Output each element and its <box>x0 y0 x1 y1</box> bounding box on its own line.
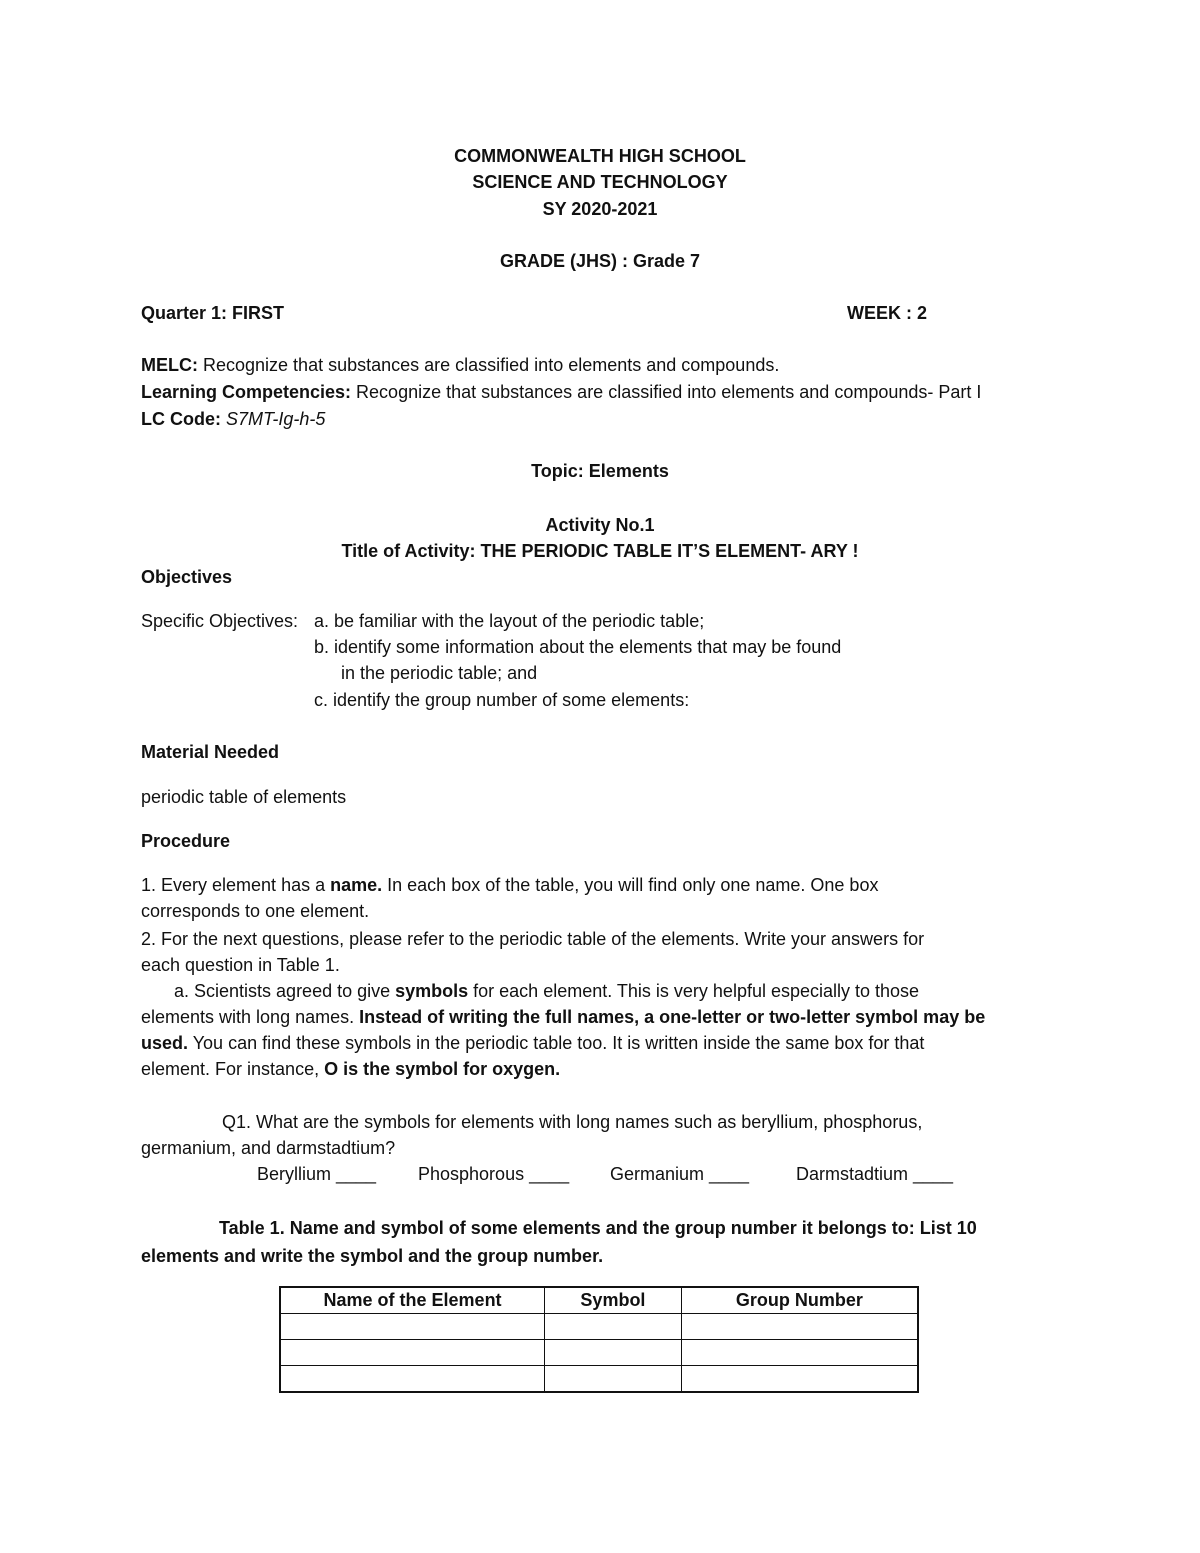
procedure-heading: Procedure <box>141 831 231 851</box>
objective-b-cont: in the periodic table; and <box>341 663 538 683</box>
lc-code-line <box>141 408 325 430</box>
specific-objectives-label: Specific Objectives: <box>141 611 299 631</box>
melc-text: Recognize that substances are classified into elements and compounds. <box>198 355 780 375</box>
header-symbol: Symbol <box>545 1287 682 1314</box>
question-1: Q1. What are the symbols for elements with long names such as beryllium, phosphorus, <box>222 1112 923 1132</box>
cell-symbol[interactable] <box>545 1340 682 1366</box>
procedure-step-2-cont: each question in Table 1. <box>141 955 340 975</box>
table-caption-cont: elements and write the symbol and the group number. <box>141 1246 604 1266</box>
cell-symbol[interactable] <box>545 1314 682 1340</box>
step-a2-bold: Instead of writing the full names, a one-letter or two-letter symbol may be <box>359 1007 986 1027</box>
subject-name: SCIENCE AND TECHNOLOGY <box>472 172 728 192</box>
step-a-text: a. Scientists agreed to give <box>174 981 396 1001</box>
header-group-number: Group Number <box>681 1287 918 1314</box>
cell-element-name[interactable] <box>280 1314 545 1340</box>
cell-symbol[interactable] <box>545 1366 682 1393</box>
procedure-step-a-3 <box>141 1032 924 1054</box>
step1-text-2: In each box of the table, you will find only one name. One box <box>382 875 879 895</box>
cell-group-number[interactable] <box>681 1366 918 1393</box>
objective-b: b. identify some information about the elements that may be found <box>314 637 842 657</box>
step-a-text-2: for each element. This is very helpful especially to those <box>468 981 920 1001</box>
table-caption: Table 1. Name and symbol of some elements and the group number it belongs to: List 10 <box>219 1218 977 1238</box>
activity-number: Activity No.1 <box>545 515 655 535</box>
step-a4-text: element. For instance, <box>141 1059 325 1079</box>
cell-element-name[interactable] <box>280 1340 545 1366</box>
cell-group-number[interactable] <box>681 1314 918 1340</box>
blank-phosphorous[interactable]: Phosphorous ____ <box>418 1164 570 1184</box>
week-label: WEEK : 2 <box>847 303 928 323</box>
question-1-cont: germanium, and darmstadtium? <box>141 1138 396 1158</box>
objective-c: c. identify the group number of some elements: <box>314 690 690 710</box>
step-a3-bold: used. <box>141 1033 189 1053</box>
step1-text: 1. Every element has a <box>141 875 331 895</box>
materials-heading: Material Needed <box>141 742 280 762</box>
step1-bold: name. <box>330 875 383 895</box>
blank-darmstadtium[interactable]: Darmstadtium ____ <box>796 1164 954 1184</box>
topic: Topic: Elements <box>531 461 669 481</box>
procedure-step-a-1 <box>174 980 919 1002</box>
quarter-label: Quarter 1: FIRST <box>141 303 285 323</box>
procedure-step-1-cont: corresponds to one element. <box>141 901 370 921</box>
table-row <box>280 1314 918 1340</box>
procedure-step-2: 2. For the next questions, please refer to the periodic table of the elements. Write your answers for <box>141 929 925 949</box>
procedure-step-1 <box>141 874 878 896</box>
elements-table <box>279 1286 919 1393</box>
objective-a: a. be familiar with the layout of the periodic table; <box>314 611 705 631</box>
table-row <box>280 1366 918 1393</box>
materials-item: periodic table of elements <box>141 787 347 807</box>
step-a2-text: elements with long names. <box>141 1007 360 1027</box>
table-header-row <box>280 1287 918 1314</box>
blank-germanium[interactable]: Germanium ____ <box>610 1164 750 1184</box>
blank-beryllium[interactable]: Beryllium ____ <box>257 1164 377 1184</box>
step-a3-text: You can find these symbols in the periodic table too. It is written inside the same box for that <box>188 1033 925 1053</box>
melc-line <box>141 354 779 376</box>
step-a4-bold: O is the symbol for oxygen. <box>324 1059 561 1079</box>
competency-text: Recognize that substances are classified into elements and compounds- Part I <box>351 382 982 402</box>
activity-title: Title of Activity: THE PERIODIC TABLE IT’S ELEMENT- ARY ! <box>341 541 859 561</box>
header-element-name: Name of the Element <box>280 1287 545 1314</box>
procedure-step-a-2 <box>141 1006 985 1028</box>
melc-label: MELC: <box>141 355 198 375</box>
objectives-heading: Objectives <box>141 567 233 587</box>
lc-code-label: LC Code: <box>141 409 221 429</box>
cell-element-name[interactable] <box>280 1366 545 1393</box>
competency-line <box>141 381 981 403</box>
table-row <box>280 1340 918 1366</box>
school-name: COMMONWEALTH HIGH SCHOOL <box>454 146 746 166</box>
step-a-bold: symbols <box>395 981 469 1001</box>
school-year: SY 2020-2021 <box>542 199 658 219</box>
cell-group-number[interactable] <box>681 1340 918 1366</box>
lc-code-value: S7MT-Ig-h-5 <box>226 409 326 429</box>
competency-label: Learning Competencies: <box>141 382 352 402</box>
grade-level: GRADE (JHS) : Grade 7 <box>499 251 701 271</box>
procedure-step-a-4 <box>141 1058 560 1080</box>
